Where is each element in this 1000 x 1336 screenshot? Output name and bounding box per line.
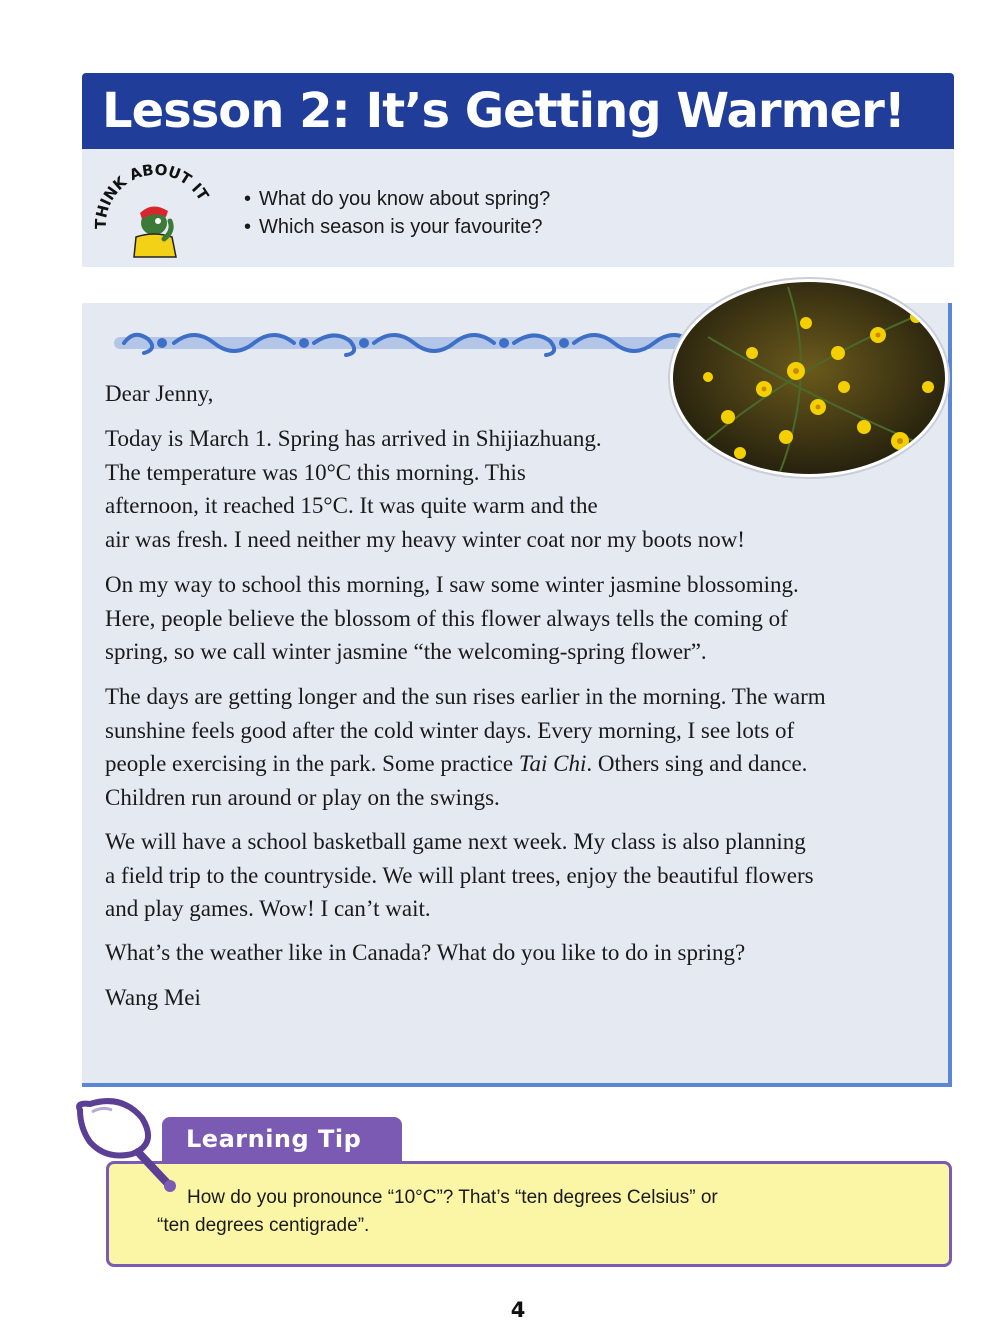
paragraph-line: and play games. Wow! I can’t wait. xyxy=(105,896,431,921)
letter-panel xyxy=(82,303,952,1087)
letter-signature: Wang Mei xyxy=(105,985,201,1010)
paragraph-line: spring, so we call winter jasmine “the welcoming-spring flower”. xyxy=(105,639,707,664)
think-about-it-panel xyxy=(82,149,954,267)
paragraph-line: air was fresh. I need neither my heavy winter coat nor my boots now! xyxy=(105,526,745,552)
learning-tip-box xyxy=(106,1161,952,1267)
paragraph-line: afternoon, it reached 15°C. It was quite warm and the xyxy=(105,493,598,518)
think-question: • Which season is your favourite? xyxy=(244,213,550,241)
lesson-title: Lesson 2: It’s Getting Warmer! xyxy=(102,83,905,139)
learning-tip-label: Learning Tip xyxy=(186,1125,362,1153)
learning-tip-text xyxy=(157,1184,907,1240)
paragraph-line: On my way to school this morning, I saw some winter jasmine blossoming. xyxy=(105,572,799,597)
letter-paragraph-5: What’s the weather like in Canada? What do you like to do in spring? xyxy=(105,940,746,965)
tip-line: “ten degrees centigrade”. xyxy=(157,1215,370,1236)
tai-chi-italic: Tai Chi xyxy=(518,751,587,776)
paragraph-line: We will have a school basketball game next week. My class is also planning xyxy=(105,829,806,854)
learning-tip-tab xyxy=(162,1117,402,1161)
think-questions-list xyxy=(244,185,550,241)
letter-paragraph-4 xyxy=(105,825,814,926)
lesson-title-bar xyxy=(82,73,954,149)
think-badge-text: THINK ABOUT IT xyxy=(91,160,213,230)
paragraph-line xyxy=(105,747,826,781)
letter-paragraph-3 xyxy=(105,680,826,814)
paragraph-line: sunshine feels good after the cold winter days. Every morning, I see lots of xyxy=(105,717,795,743)
magnifier-icon xyxy=(72,1098,182,1198)
page-number: 4 xyxy=(510,1298,526,1322)
paragraph-line: The days are getting longer and the sun rises earlier in the morning. The warm xyxy=(105,684,826,709)
decorative-ornament-icon xyxy=(114,325,704,361)
letter-paragraph-1 xyxy=(105,422,745,556)
paragraph-line: Today is March 1. Spring has arrived in Shijiazhuang. xyxy=(105,426,602,451)
paragraph-line: The temperature was 10°C this morning. This xyxy=(105,459,526,485)
tip-line: How do you pronounce “10°C”? That’s “ten degrees Celsius” or xyxy=(187,1187,718,1208)
paragraph-line: a field trip to the countryside. We will plant trees, enjoy the beautiful flowers xyxy=(105,862,814,888)
paragraph-text: . Others sing and dance. xyxy=(586,751,808,776)
paragraph-line: Here, people believe the blossom of this flower always tells the coming of xyxy=(105,605,788,631)
paragraph-text: people exercising in the park. Some practice xyxy=(105,751,519,776)
letter-paragraph-2 xyxy=(105,568,799,669)
paragraph-line: Children run around or play on the swings. xyxy=(105,784,500,810)
think-about-it-badge-icon xyxy=(88,157,218,261)
think-question: • What do you know about spring? xyxy=(244,185,550,213)
letter-salutation: Dear Jenny, xyxy=(105,381,214,406)
